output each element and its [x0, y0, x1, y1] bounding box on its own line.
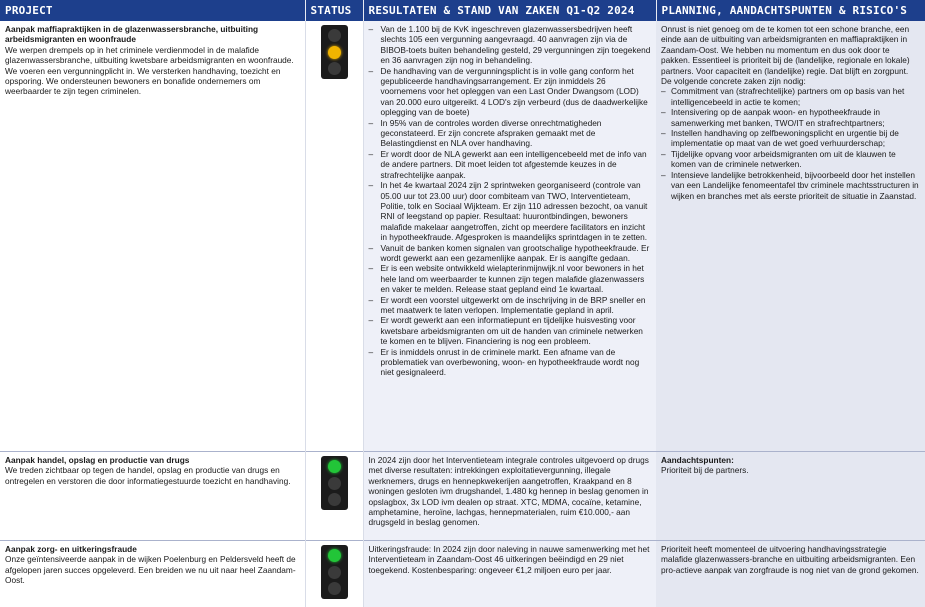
planning-cell: [656, 541, 925, 607]
project-cell: [0, 541, 305, 607]
list-item: – In het 4e kwartaal 2024 zijn 2 sprintweken georganiseerd (controle van 05.00 uur tot 23.00 uur) door combiteam van TWO, Interventieteam, Politie, tolk en Sociaal Wijkteam. Er zijn 110 adressen bezocht, oa vanuit RNI of leegstand op papier. Resultaat: huurontbindingen, bewoners malafide makelaar aangetroffen, zicht op meerdere facilitators en inzicht in hypotheekfraude. Afgesproken is maandelijks sprintdagen in te zetten.: [369, 180, 652, 242]
list-item: – Instellen handhaving op zelfbewoningsplicht en urgentie bij de implementatie op maat van de wet goed verhuurderschap;: [661, 128, 920, 149]
project-title: Aanpak handel, opslag en productie van drugs: [5, 455, 300, 465]
list-item: – De handhaving van de vergunningsplicht is in volle gang conform het gepubliceerde handhavingsarrangement. Er zijn inmiddels 26 voornemens voor het opleggen van een Last Onder Dwangsom (LOD) van 20.000 euro uitgereikt. 4 LOD's zijn verbeurd (dus de daadwerkelijke oplegging van de boete): [369, 66, 652, 118]
list-item: – Intensieve landelijke betrokkenheid, bijvoorbeeld door het instellen van een Landelijke fenomeentafel tbv criminele machtsstructuren in wijken en branches met als eerste prioriteit de situatie in Zaanstad.: [661, 170, 920, 201]
list-item: – Er wordt gewerkt aan een informatiepunt en tijdelijke huisvesting voor kwetsbare arbeidsmigranten om uit de handen van criminele netwerken te komen en te blijven. Financiering is nog een probleem.: [369, 315, 652, 346]
red-lamp: [328, 582, 341, 595]
red-lamp: [328, 29, 341, 42]
results-list: [369, 24, 652, 378]
red-lamp: [328, 493, 341, 506]
table-row: [0, 452, 925, 541]
planning-cell: [656, 452, 925, 541]
results-text: Uitkeringsfraude: In 2024 zijn door naleving in nauwe samenwerking met het Interventieteam in Zaandam-Oost 46 uitkeringen beëindigd en 29 niet toegekend. Kostenbesparing: ongeveer €1,2 miljoen euro per jaar.: [369, 544, 652, 575]
project-description: Onze geïntensiveerde aanpak in de wijken Poelenburg en Peldersveld heeft de afgelopen jaren succes opgeleverd. Een breiden we nu uit naar heel Zaandam-Oost.: [5, 554, 300, 585]
results-cell: [363, 21, 656, 452]
table-row: [0, 21, 925, 452]
planning-heading: Aandachtspunten:: [661, 455, 920, 465]
green-lamp: [328, 549, 341, 562]
header-planning: PLANNING, AANDACHTSPUNTEN & RISICO'S: [656, 0, 925, 21]
traffic-light-icon: [321, 25, 348, 79]
header-results: RESULTATEN & STAND VAN ZAKEN Q1-Q2 2024: [363, 0, 656, 21]
planning-text: Prioriteit bij de partners.: [661, 465, 920, 475]
status-cell: [305, 21, 363, 452]
results-cell: [363, 541, 656, 607]
green-lamp: [328, 62, 341, 75]
list-item: – Er wordt door de NLA gewerkt aan een intelligencebeeld met de info van de andere partners. Dit moet leiden tot afgestemde keuzes in de strafrechtelijke aanpak.: [369, 149, 652, 180]
results-cell: [363, 452, 656, 541]
list-item: – In 95% van de controles worden diverse onrechtmatigheden geconstateerd. Er zijn concrete afspraken gemaakt met de Belastingdienst en NLA over handhaving.: [369, 118, 652, 149]
list-item: – Vanuit de banken komen signalen van grootschalige hypotheekfraude. Er wordt gewerkt aan een gezamenlijke aanpak. Er is aangifte gedaan.: [369, 243, 652, 264]
project-description: We werpen drempels op in het criminele verdienmodel in de malafide glazenwassersbranche, uitbuiting kwetsbare arbeidsmigranten en woonfraude. We voeren een vergunningplicht in. We versterken handhaving, toezicht en opsporing. We ondersteunen bewoners en bonafide ondernemers om weerbaarder te zijn tegen criminelen.: [5, 45, 300, 97]
project-title: Aanpak maffiapraktijken in de glazenwassersbranche, uitbuiting arbeidsmigranten en woonfraude: [5, 24, 300, 45]
header-project: PROJECT: [0, 0, 305, 21]
project-cell: [0, 452, 305, 541]
status-cell: [305, 452, 363, 541]
list-item: – Tijdelijke opvang voor arbeidsmigranten om uit de klauwen te komen van de criminele netwerken.: [661, 149, 920, 170]
project-title: Aanpak zorg- en uitkeringsfraude: [5, 544, 300, 554]
amber-lamp: [328, 477, 341, 490]
traffic-light-icon: [321, 456, 348, 510]
planning-text: Prioriteit heeft momenteel de uitvoering handhavingsstrategie malafide glazenwassers-branche en uitbuiting arbeidsmigranten. Een pro-actieve aanpak van zorgfraude is nog niet van de grond gekomen.: [661, 544, 920, 575]
traffic-light-icon: [321, 545, 348, 599]
list-item: – Er is inmiddels onrust in de criminele markt. Een afname van de problematiek van overbewoning, woon- en hypotheekfraude wordt nog niet gesignaleerd.: [369, 347, 652, 378]
header-status: STATUS: [305, 0, 363, 21]
list-item: – Van de 1.100 bij de KvK ingeschreven glazenwassersbedrijven heeft slechts 105 een vergunning aangevraagd. 40 aanvragen zijn via de BIBOB-toets buiten behandeling gesteld, 29 vergunningen zijn toegekend en 36 aanvragen zijn nog in behandeling.: [369, 24, 652, 66]
planning-intro: Onrust is niet genoeg om de te komen tot een schone branche, een einde aan de uitbuiting van arbeidsmigranten en maffiapraktijken in Zaandam-Oost. We hebben nu momentum en dus ook door te pakken. Essentieel is prioriteit bij de (landelijke, regionale en lokale) partners. Voor capaciteit en (landelijke) regie. Dat blijft en zorgpunt. De volgende concrete zaken zijn nodig:: [661, 24, 920, 86]
list-item: – Er wordt een voorstel uitgewerkt om de inschrijving in de BRP sneller en met maatwerk te laten verlopen. Implementatie gepland in april.: [369, 295, 652, 316]
amber-lamp: [328, 46, 341, 59]
table-row: [0, 541, 925, 607]
amber-lamp: [328, 566, 341, 579]
list-item: – Er is een website ontwikkeld wielapterinmijnwijk.nl voor bewoners in het hele land om weerbaarder te kunnen zijn tegen malafide glazenwassers en vaker te melden. Release staat gepland eind 1e kwartaal.: [369, 263, 652, 294]
planning-list: [661, 86, 920, 200]
header-row: [0, 0, 925, 21]
results-text: In 2024 zijn door het Interventieteam integrale controles uitgevoerd op drugs met diverse resultaten: intrekkingen exploitatievergunning, illegale werknemers, drugs en hennepkwekerijen aangetroffen, Kraakpand en 8 woningen gesloten ivm drugshandel, 1.480 kg hennep in beslag genomen in opslagbox, 3x LOD ivm dealen op straat. XTC, MDMA, cocaïne, ketamine, amphetamine, heroïne, lachgas, hennepmaterialen, ruim €10.000,- aan drugsgeld in beslag genomen.: [369, 455, 652, 528]
status-cell: [305, 541, 363, 607]
list-item: – Intensivering op de aanpak woon- en hypotheekfraude in samenwerking met banken, TWO/IT en strafrechtpartners;: [661, 107, 920, 128]
list-item: – Commitment van (strafrechtelijke) partners om op basis van het intelligencebeeld in actie te komen;: [661, 86, 920, 107]
green-lamp: [328, 460, 341, 473]
project-cell: [0, 21, 305, 452]
planning-cell: [656, 21, 925, 452]
project-description: We treden zichtbaar op tegen de handel, opslag en productie van drugs en ontregelen en verstoren die door informatiegestuurde toezicht en handhaving.: [5, 465, 300, 486]
